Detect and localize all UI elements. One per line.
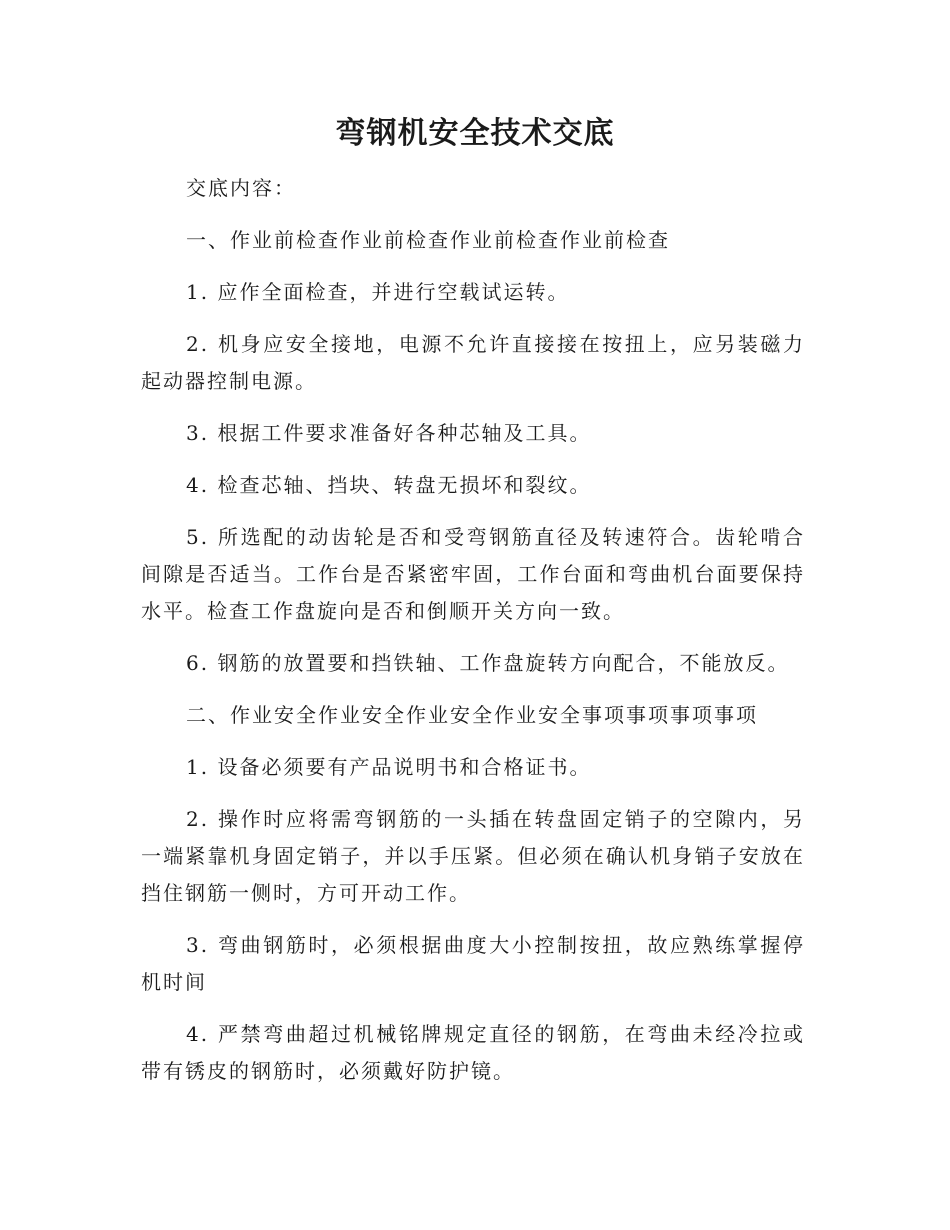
section-heading-pre-inspection: 一、作业前检查作业前检查作业前检查作业前检查 [186, 228, 670, 252]
paragraph-intro: 交底内容： [186, 176, 296, 200]
paragraph-item: 3. 弯曲钢筋时，必须根据曲度大小控制按扭，故应熟练掌握停机时间 [141, 933, 805, 994]
paragraph-item: 5. 所选配的动齿轮是否和受弯钢筋直径及转速符合。齿轮啃合间隙是否适当。工作台是否紧密牢固，工作台面和弯曲机台面要保持水平。检查工作盘旋向是否和倒顺开关方向一致。 [141, 525, 805, 623]
paragraph-item: 6. 钢筋的放置要和挡铁轴、工作盘旋转方向配合，不能放反。 [186, 651, 790, 675]
document-body [141, 170, 805, 1105]
paragraph-item: 1. 设备必须要有产品说明书和合格证书。 [186, 755, 592, 779]
paragraph-item: 2. 机身应安全接地，电源不允许直接接在按扭上，应另装磁力起动器控制电源。 [141, 332, 805, 393]
document-title: 弯钢机安全技术交底 [335, 116, 615, 151]
paragraph-item: 4. 严禁弯曲超过机械铭牌规定直径的钢筋，在弯曲未经冷拉或带有锈皮的钢筋时，必须戴好防护镜。 [141, 1022, 805, 1083]
section-heading-safety: 二、作业安全作业安全作业安全作业安全事项事项事项事项 [186, 703, 758, 727]
paragraph-item: 3. 根据工件要求准备好各种芯轴及工具。 [186, 421, 592, 445]
paragraph-item: 2. 操作时应将需弯钢筋的一头插在转盘固定销子的空隙内，另一端紧靠机身固定销子，并以手压紧。但必须在确认机身销子安放在挡住钢筋一侧时，方可开动工作。 [141, 807, 805, 905]
paragraph-item: 4. 检查芯轴、挡块、转盘无损坏和裂纹。 [186, 473, 592, 497]
paragraph-item: 1. 应作全面检查，并进行空载试运转。 [186, 280, 570, 304]
